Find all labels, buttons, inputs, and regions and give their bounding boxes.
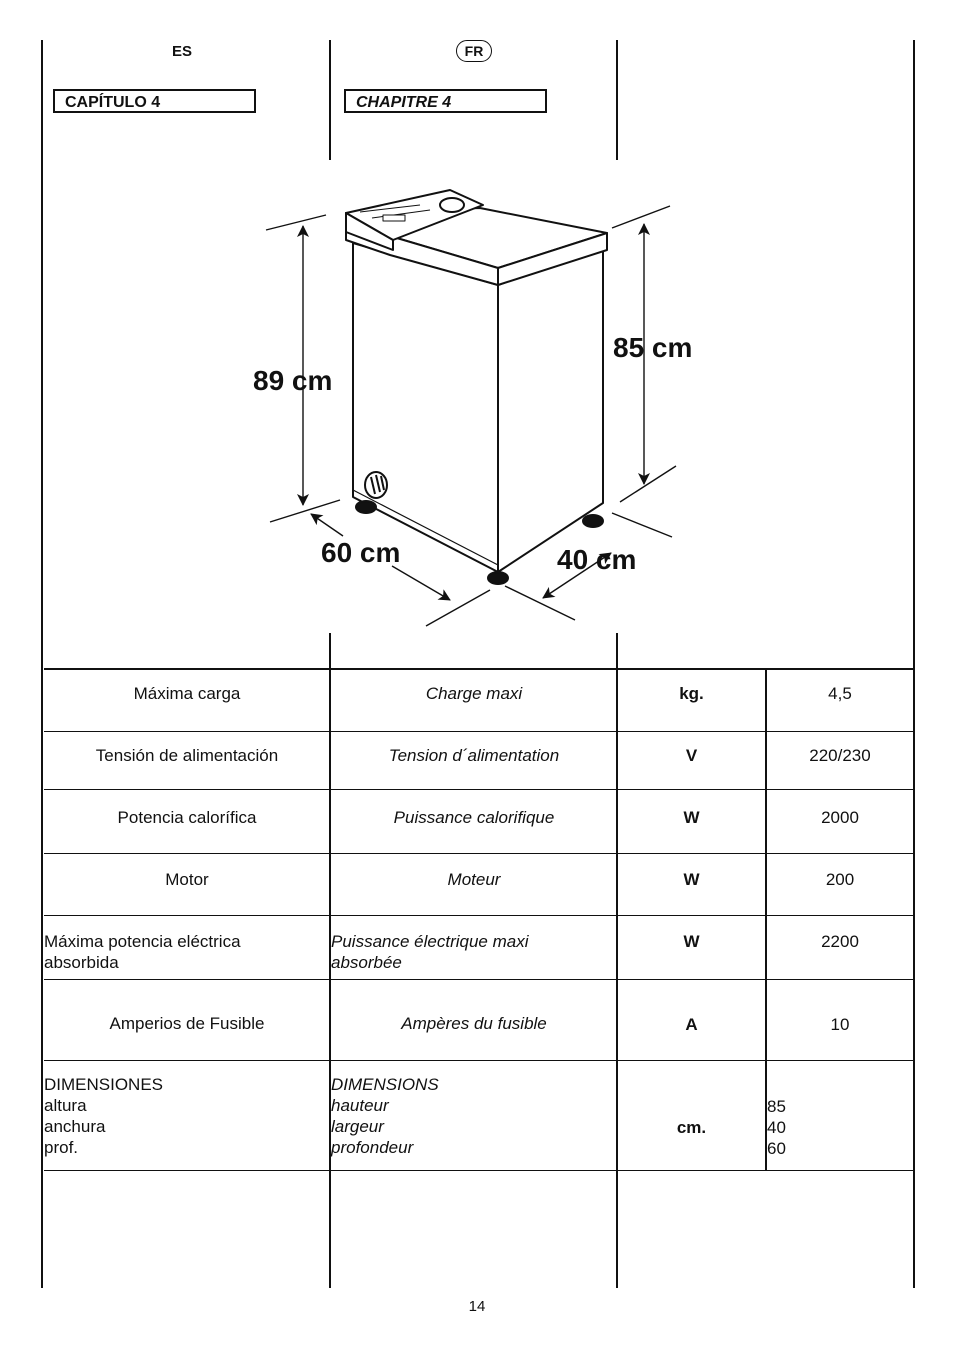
- spec-es-dimensions: [44, 1074, 330, 1158]
- spec-es-max-power-line-2: absorbida: [44, 953, 119, 972]
- spec-fr-motor: Moteur: [447, 870, 501, 889]
- spec-unit-motor: W: [683, 870, 700, 889]
- spec-es-supply-voltage: Tensión de alimentación: [95, 746, 279, 765]
- machine-foot-front: [488, 572, 508, 584]
- spec-fr-max-power-line-1: Puissance électrique maxi: [331, 932, 529, 951]
- height-body-label: 85 cm: [613, 332, 693, 363]
- machine-side-panel: [353, 243, 498, 572]
- language-fr-badge: FR: [456, 40, 492, 62]
- spec-es-dimensions-title: DIMENSIONES: [44, 1075, 164, 1094]
- spec-fr-supply-voltage: Tension d´alimentation: [388, 746, 560, 765]
- spec-value-supply-voltage: 220/230: [809, 746, 871, 765]
- extension-line-bottom-front-1: [426, 590, 490, 626]
- machine-foot-left: [356, 501, 376, 513]
- table-rule-bottom: [44, 1170, 914, 1171]
- spec-unit-fuse: A: [685, 1015, 698, 1034]
- width-label: 40 cm: [557, 544, 637, 575]
- program-knob-icon: [440, 198, 464, 212]
- extension-line-top-right: [612, 206, 670, 228]
- spec-fr-dimensions-depth: profondeur: [331, 1138, 414, 1157]
- spec-unit-max-load: kg.: [679, 684, 704, 703]
- spec-es-dimensions-width: anchura: [44, 1117, 106, 1136]
- spec-unit-heating-power: W: [683, 808, 700, 827]
- washing-machine-drawing: [346, 190, 607, 584]
- language-es: ES: [172, 43, 193, 60]
- spec-unit-max-power: W: [683, 932, 700, 951]
- spec-fr-heating-power: Puissance calorifique: [393, 808, 555, 827]
- spec-value-max-load: 4,5: [828, 684, 852, 703]
- control-display: [383, 215, 405, 221]
- extension-line-bottom-left: [270, 500, 340, 522]
- spec-value-dimensions-depth: 60: [767, 1139, 786, 1158]
- spec-es-max-power: [44, 931, 330, 973]
- depth-arrow-segment-2: [392, 566, 450, 600]
- height-total-label: 89 cm: [253, 365, 333, 396]
- spec-value-fuse: 10: [830, 1015, 850, 1034]
- spec-fr-dimensions: [331, 1074, 617, 1158]
- spec-value-max-power: 2200: [821, 932, 859, 951]
- extension-line-top-left: [266, 215, 326, 230]
- spec-unit-supply-voltage: V: [685, 746, 698, 765]
- table-rule-5: [44, 979, 914, 980]
- spec-fr-dimensions-width: largeur: [331, 1117, 384, 1136]
- spec-fr-max-power: [331, 931, 617, 973]
- spec-fr-fuse: Ampères du fusible: [401, 1014, 547, 1033]
- spec-es-fuse: Amperios de Fusible: [109, 1014, 265, 1033]
- spec-fr-dimensions-height: hauteur: [331, 1096, 389, 1115]
- chapter-title-es: CAPÍTULO 4: [53, 89, 256, 113]
- table-rule-4: [44, 915, 914, 916]
- extension-line-bottom-front-2: [505, 586, 575, 620]
- table-rule-3: [44, 853, 914, 854]
- extension-line-mid-right: [620, 466, 676, 502]
- depth-label: 60 cm: [321, 537, 401, 568]
- table-rule-top: [44, 668, 914, 670]
- table-rule-1: [44, 731, 914, 732]
- spec-value-motor: 200: [825, 870, 855, 889]
- washing-machine-dimension-figure: [0, 0, 954, 660]
- machine-foot-right: [583, 515, 603, 527]
- spec-es-dimensions-height: altura: [44, 1096, 87, 1115]
- spec-value-dimensions-width: 40: [767, 1118, 786, 1137]
- spec-fr-max-load: Charge maxi: [425, 684, 523, 703]
- spec-es-max-load: Máxima carga: [133, 684, 241, 703]
- spec-es-heating-power: Potencia calorífica: [117, 808, 257, 827]
- spec-value-dimensions-height: 85: [767, 1097, 786, 1116]
- chapter-title-fr: CHAPITRE 4: [344, 89, 547, 113]
- spec-es-motor: Motor: [165, 870, 209, 889]
- page-number: 14: [468, 1298, 486, 1315]
- spec-fr-dimensions-title: DIMENSIONS: [331, 1075, 439, 1094]
- table-rule-6: [44, 1060, 914, 1061]
- depth-arrow-segment-1: [311, 514, 343, 536]
- spec-fr-max-power-line-2: absorbée: [331, 953, 402, 972]
- extension-line-bottom-right-1: [612, 513, 672, 537]
- spec-value-heating-power: 2000: [821, 808, 859, 827]
- spec-unit-dimensions: cm.: [676, 1118, 707, 1137]
- spec-value-dimensions: [767, 1096, 913, 1159]
- table-rule-2: [44, 789, 914, 790]
- spec-es-max-power-line-1: Máxima potencia eléctrica: [44, 932, 241, 951]
- spec-es-dimensions-depth: prof.: [44, 1138, 79, 1157]
